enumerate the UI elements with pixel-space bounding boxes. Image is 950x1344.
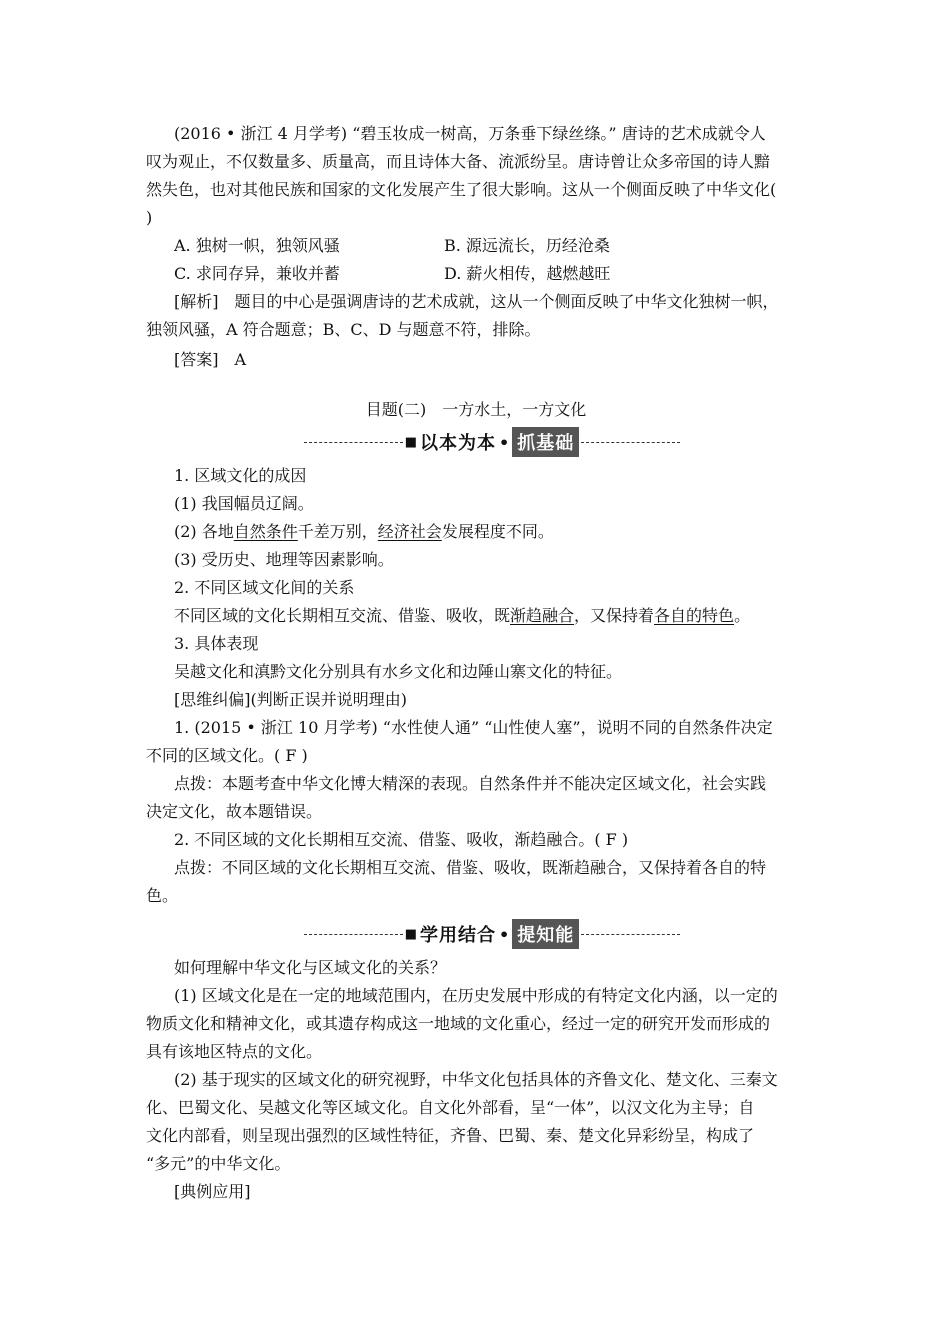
heading-1: 1. 区域文化的成因 <box>174 466 307 485</box>
performance-line: 吴越文化和滇黔文化分别具有水乡文化和边陲山寨文化的特征。 <box>174 662 623 681</box>
text-span: 。 <box>734 606 751 625</box>
tip-line: 点拨：不同区域的文化长期相互交流、借鉴、吸收，既渐趋融合，又保持着各自的特 <box>174 858 767 877</box>
analysis-line: [解析] 题目的中心是强调唐诗的艺术成就，这从一个侧面反映了中华文化独树一帜， <box>174 292 779 311</box>
analysis-line: 独领风骚，A 符合题意；B、C、D 与题意不符，排除。 <box>146 320 541 339</box>
apply-paragraph-2-line: “多元”的中华文化。 <box>146 1154 291 1173</box>
point-1: (1) 我国幅员辽阔。 <box>174 494 314 513</box>
point-2 <box>174 522 554 544</box>
apply-paragraph-2-line: 化、巴蜀文化、吴越文化等区域文化。自文化外部看，呈“一体”，以汉文化为主导；自 <box>146 1098 755 1117</box>
banner-box-label: 提知能 <box>512 919 579 949</box>
judgement-1-line: 不同的区域文化。( F ) <box>146 746 308 765</box>
dashed-rule <box>581 934 680 935</box>
tip-line: 色。 <box>146 886 179 905</box>
apply-paragraph-1-line: (1) 区域文化是在一定的地域范围内，在历史发展中形成的有特定文化内涵，以一定的 <box>174 986 778 1005</box>
underlined-term: 自然条件 <box>233 522 298 541</box>
dashed-rule <box>304 442 403 443</box>
separator-dot: • <box>499 432 510 452</box>
point-3: (3) 受历史、地理等因素影响。 <box>174 550 394 569</box>
option-b: B. 源远流长，历经沧桑 <box>444 236 610 255</box>
thinking-label: [思维纠偏](判断正误并说明理由) <box>174 690 407 709</box>
apply-paragraph-1-line: 物质文化和精神文化，或其遗存构成这一地域的文化重心，经过一定的研究开发而形成的 <box>146 1014 771 1033</box>
square-bullet-icon: ■ <box>404 434 418 450</box>
option-a: A. 独树一帜，独领风骚 <box>174 236 340 255</box>
heading-3: 3. 具体表现 <box>174 634 259 653</box>
question-line: 然失色，也对其他民族和国家的文化发展产生了很大影响。这从一个侧面反映了中华文化( <box>146 180 777 199</box>
text-span: (2) 各地 <box>174 522 234 541</box>
judgement-2-line: 2. 不同区域的文化长期相互交流、借鉴、吸收，渐趋融合。( F ) <box>174 830 629 849</box>
section-banner-basics <box>304 428 680 456</box>
section-banner-apply <box>304 920 680 948</box>
topic-title: 目题(二) 一方水土，一方文化 <box>365 400 587 419</box>
tip-line: 点拨：本题考查中华文化博大精深的表现。自然条件并不能决定区域文化，社会实践 <box>174 774 767 793</box>
tip-line: 决定文化，故本题错误。 <box>146 802 323 821</box>
relation-line <box>174 606 750 628</box>
square-bullet-icon: ■ <box>404 926 418 942</box>
question-line: ) <box>146 208 153 227</box>
option-d: D. 薪火相传，越燃越旺 <box>444 264 611 283</box>
apply-paragraph-1-line: 具有该地区特点的文化。 <box>146 1042 323 1061</box>
underlined-term: 渐趋融合 <box>510 606 575 625</box>
judgement-1-line: 1. (2015 • 浙江 10 月学考) “水性使人通” “山性使人塞”，说明不同的自然条件决定 <box>174 718 773 737</box>
text-span: 不同区域的文化长期相互交流、借鉴、吸收，既 <box>174 606 511 625</box>
answer-line: [答案] A <box>174 350 247 369</box>
separator-dot: • <box>499 924 510 944</box>
question-line: (2016 • 浙江 4 月学考) “碧玉妆成一树高，万条垂下绿丝绦。” 唐诗的艺术成就令人 <box>174 124 766 143</box>
underlined-term: 经济社会 <box>377 522 442 541</box>
question-line: 叹为观止，不仅数量多、质量高，而且诗体大备、流派纷呈。唐诗曾让众多帝国的诗人黯 <box>146 152 771 171</box>
example-label: [典例应用] <box>174 1182 251 1201</box>
dashed-rule <box>304 934 403 935</box>
underlined-term: 各自的特色 <box>654 606 735 625</box>
text-span: 发展程度不同。 <box>441 522 554 541</box>
apply-paragraph-2-line: (2) 基于现实的区域文化的研究视野，中华文化包括具体的齐鲁文化、楚文化、三秦文 <box>174 1070 778 1089</box>
apply-paragraph-2-line: 文化内部看，则呈现出强烈的区域性特征，齐鲁、巴蜀、秦、楚文化异彩纷呈，构成了 <box>146 1126 755 1145</box>
banner-box-label: 抓基础 <box>512 427 579 457</box>
heading-2: 2. 不同区域文化间的关系 <box>174 578 355 597</box>
text-span: ，又保持着 <box>574 606 655 625</box>
banner-label: 以本为本 <box>420 433 497 454</box>
text-span: 千差万别， <box>297 522 378 541</box>
banner-label: 学用结合 <box>420 925 497 946</box>
apply-question: 如何理解中华文化与区域文化的关系？ <box>174 958 447 977</box>
option-c: C. 求同存异，兼收并蓄 <box>174 264 340 283</box>
dashed-rule <box>581 442 680 443</box>
